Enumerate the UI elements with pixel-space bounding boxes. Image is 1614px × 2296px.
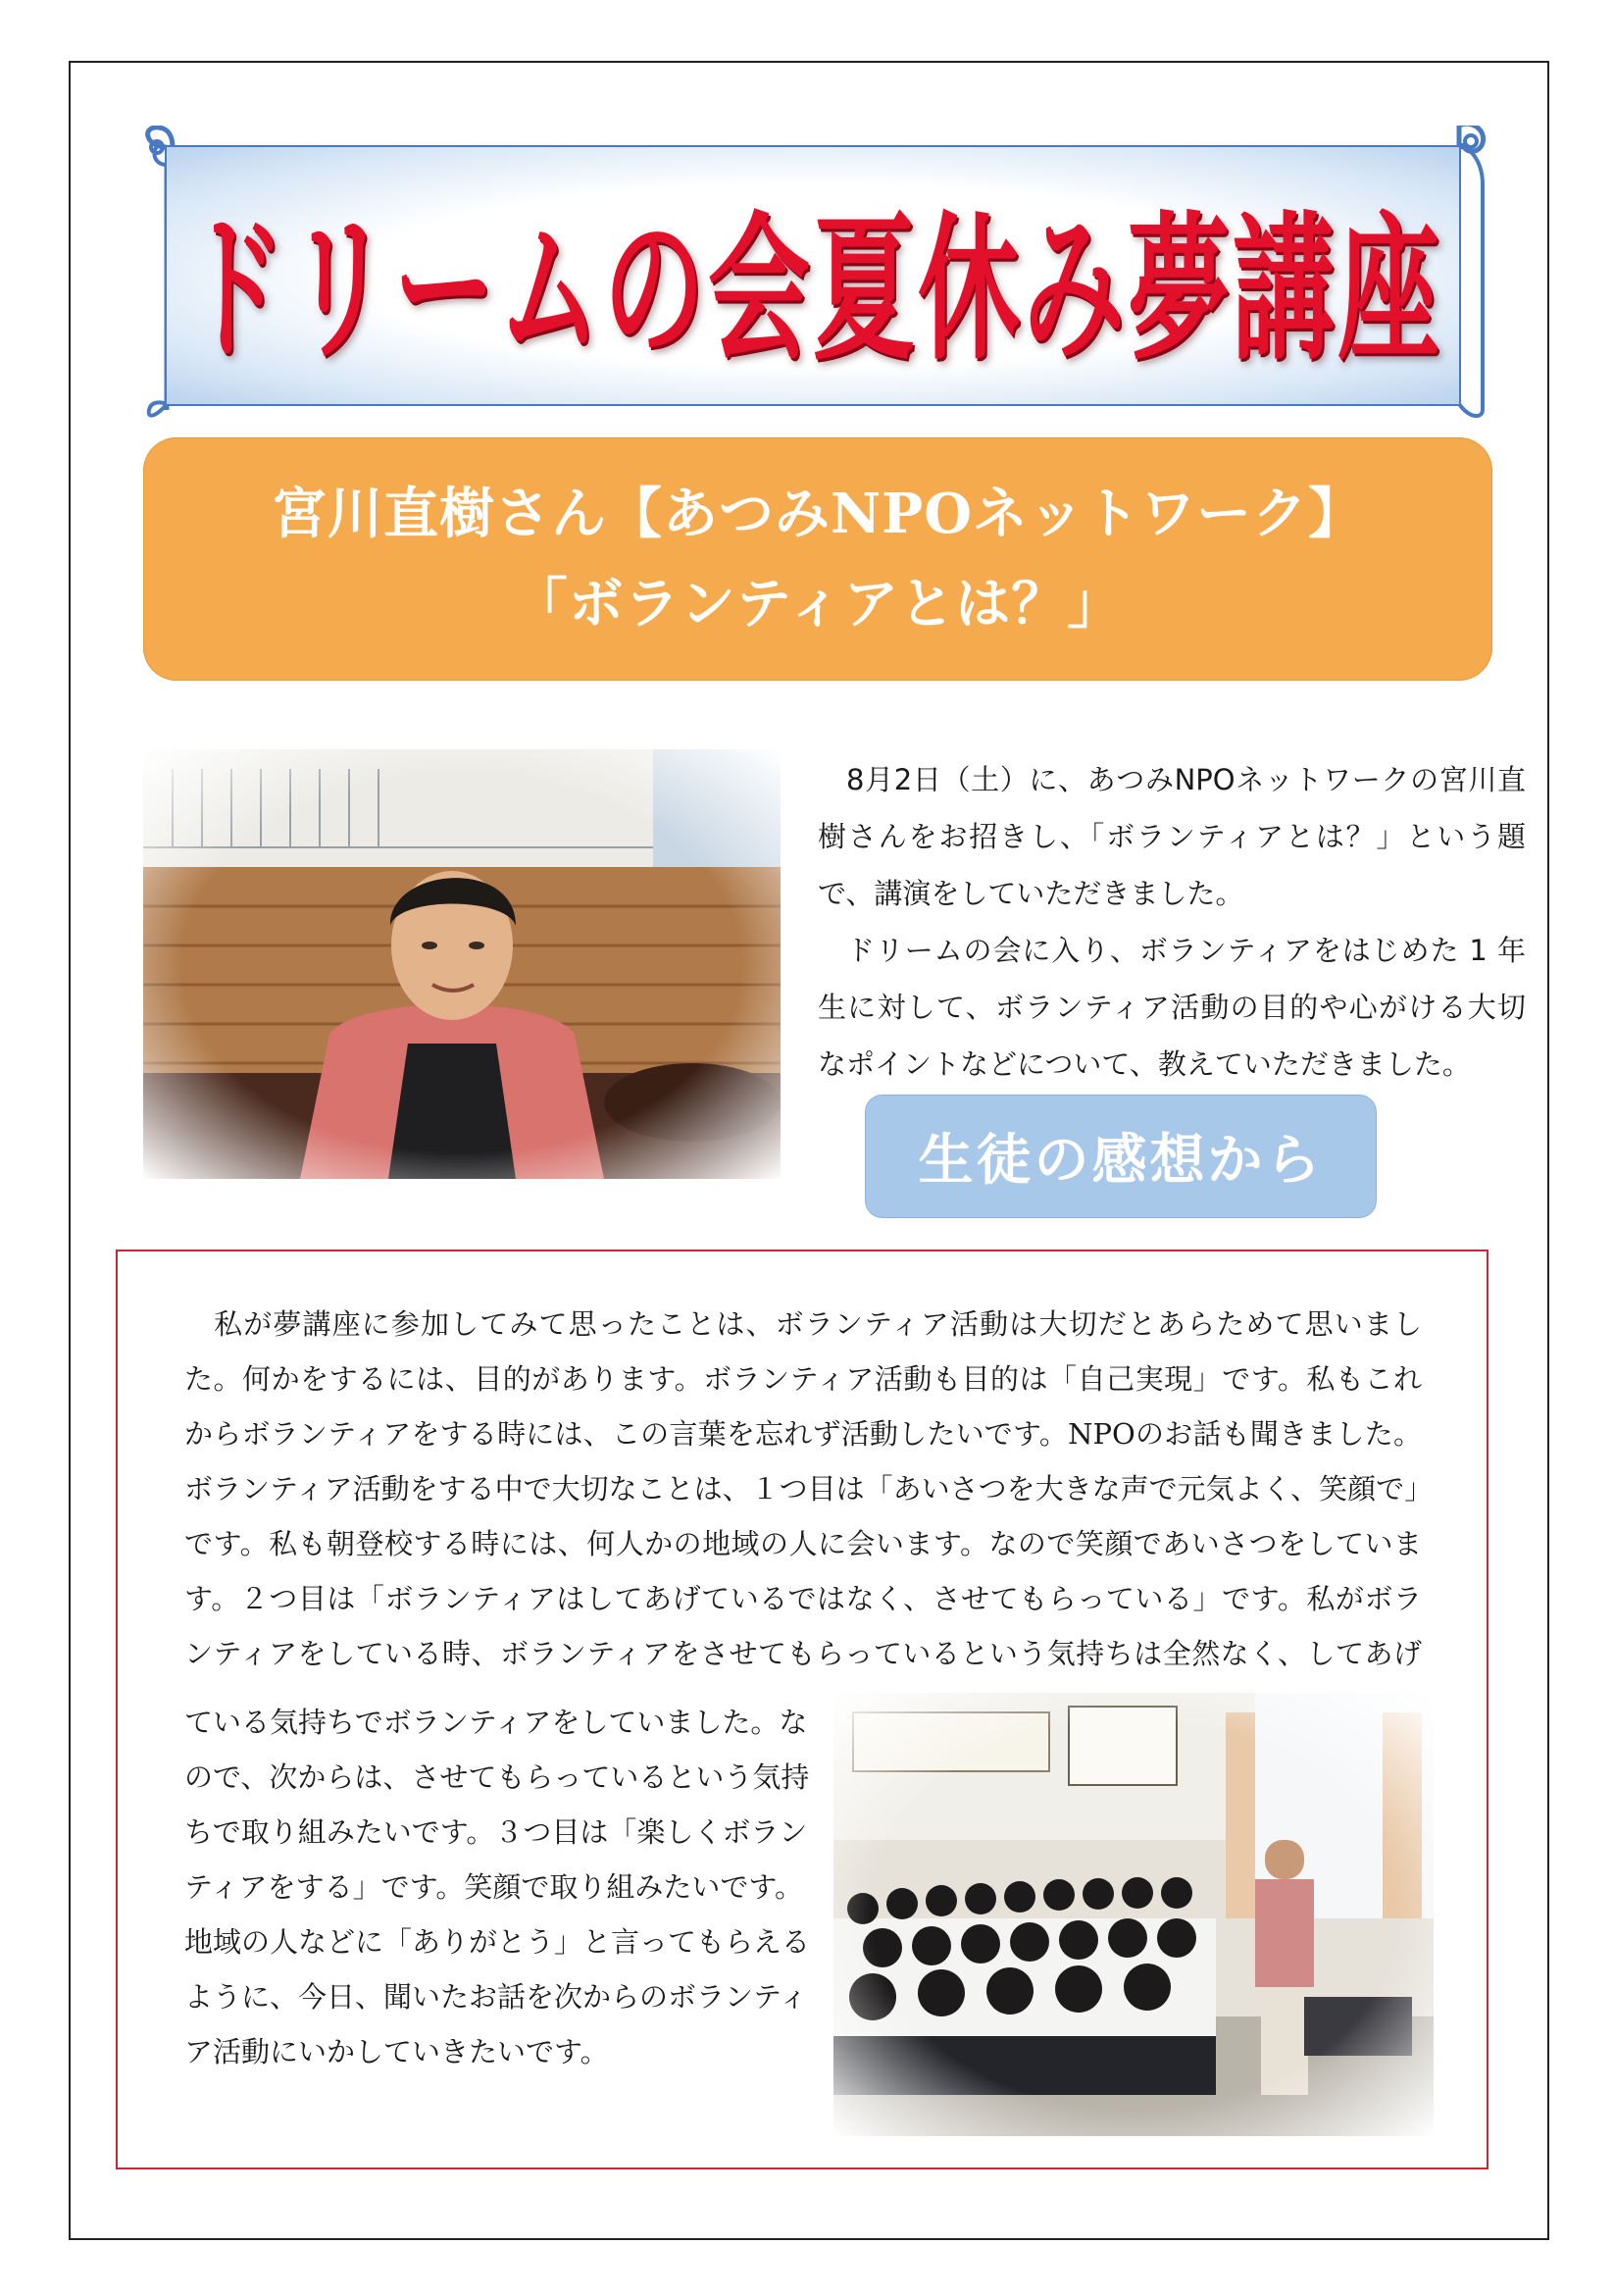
essay-line: す。２つ目は「ボランティアはしてあげているではなく、させてもらっている」です。私がボラ bbox=[184, 1582, 1423, 1615]
essay-line: からボランティアをする時には、この言葉を忘れず活動したいです。NPOのお話も聞きました。 bbox=[184, 1417, 1422, 1451]
intro-text bbox=[818, 751, 1526, 1093]
title-banner bbox=[137, 126, 1488, 422]
essay-line: ボランティア活動をする中で大切なことは、１つ目は「あいさつを大きな声で元気よく、笑顔で」 bbox=[184, 1472, 1434, 1505]
classroom-photo bbox=[833, 1693, 1434, 2136]
essay-text-full-width bbox=[184, 1297, 1434, 1681]
essay-line: ア活動にいかしていきたいです。 bbox=[184, 2035, 609, 2068]
essay-line: ティアをする」です。笑顔で取り組みたいです。 bbox=[184, 1870, 804, 1904]
banner-title: ドリームの会夏休み夢講座 bbox=[182, 196, 1442, 383]
essay-line: た。何かをするには、目的があります。ボランティア活動も目的は「自己実現」です。私もこれ bbox=[184, 1362, 1422, 1396]
essay-line: ている気持ちでボランティアをしていました。な bbox=[184, 1706, 808, 1739]
intro-paragraph-2: ドリームの会に入り、ボランティアをはじめた 1 年生に対して、ボランティア活動の目的や心がける大切なポイントなどについて、教えていただきました。 bbox=[818, 934, 1526, 1081]
essay-line: ンティアをしている時、ボランティアをさせてもらっているという気持ちは全然なく、してあげ bbox=[184, 1637, 1422, 1670]
intro-paragraph-1: 8月2日（土）に、あつみNPOネットワークの宮川直樹さんをお招きし、「ボランティアとは？」という題で、講演をしていただきました。 bbox=[818, 763, 1526, 910]
essay-line: です。私も朝登校する時には、何人かの地域の人に会います。なので笑顔であいさつをしていま bbox=[184, 1527, 1422, 1560]
essay-line: 地域の人などに「ありがとう」と言ってもらえる bbox=[184, 1925, 811, 1959]
impressions-heading: 生徒の感想から bbox=[865, 1095, 1377, 1218]
speaker-name: 宮川直樹さん【あつみNPOネットワーク】 bbox=[271, 482, 1365, 546]
essay-line: ので、次からは、させてもらっているという気持 bbox=[184, 1760, 810, 1794]
speaker-box bbox=[143, 437, 1492, 681]
essay-line: ように、今日、聞いたお話を次からのボランティ bbox=[184, 1980, 808, 2014]
speaker-photo bbox=[143, 749, 781, 1179]
essay-text-column bbox=[184, 1695, 812, 2079]
lecture-title: 「ボランティアとは？」 bbox=[512, 572, 1124, 637]
essay-line: 私が夢講座に参加してみて思ったことは、ボランティア活動は大切だとあらためて思いまし bbox=[184, 1307, 1422, 1341]
essay-line: ちで取り組みたいです。３つ目は「楽しくボラン bbox=[184, 1815, 808, 1849]
